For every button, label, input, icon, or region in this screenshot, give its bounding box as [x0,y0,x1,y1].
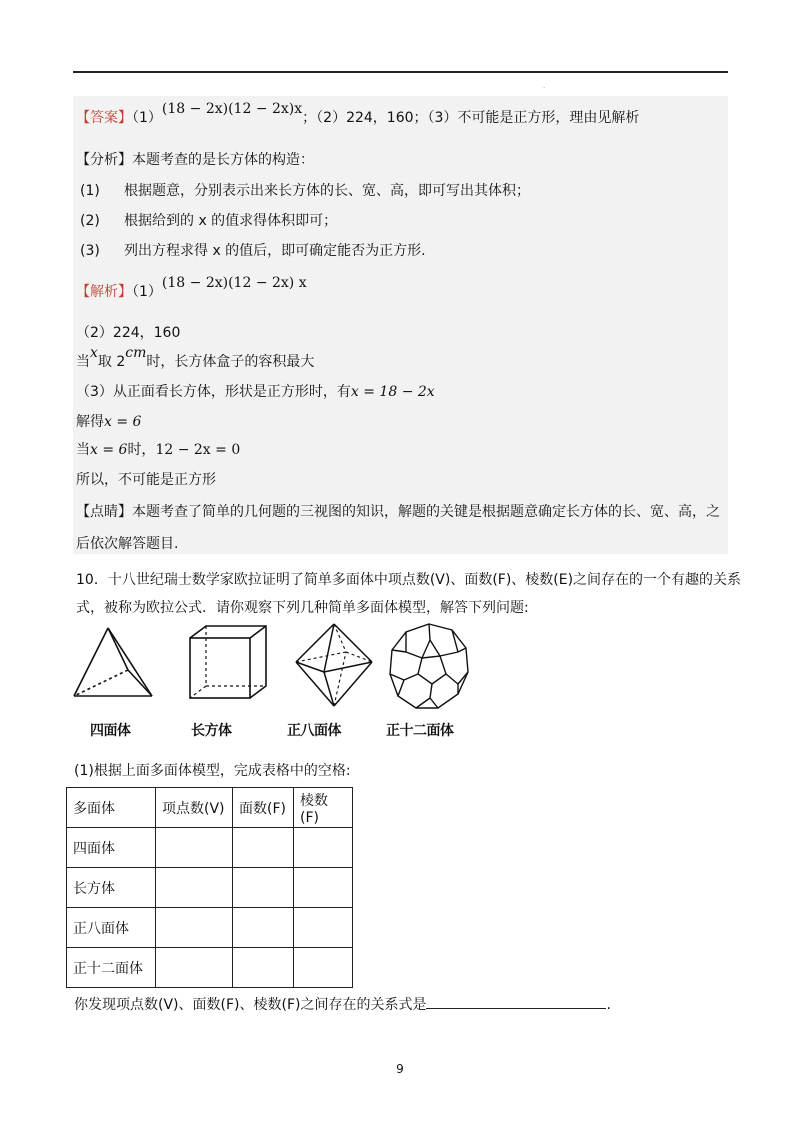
header-rule [73,71,728,73]
table-header-polyhedron: 多面体 [67,788,156,828]
octahedron-figure [292,622,376,708]
solution-line-3-c: 时，长方体盒子的容积最大 [146,354,315,370]
table-cell-blank[interactable] [294,828,353,868]
cuboid-figure [186,624,272,702]
solution-part1-num: （1） [132,284,162,300]
figure-label-octahedron: 正八面体 [287,723,341,739]
table-cell-blank[interactable] [294,908,353,948]
solution-line-6-b: 时， [127,442,156,458]
table-row [67,868,353,908]
figure-label-tetrahedron: 四面体 [90,723,131,739]
question-10-line-1: 10．十八世纪瑞士数学家欧拉证明了简单多面体中项点数(V)、面数(F)、棱数(E)之间存在的一个有趣的关系 [76,572,742,588]
solution-line-7: 所以，不可能是正方形 [76,472,216,488]
solution-formula: (18 − 2x)(12 − 2x) x [161,275,307,291]
comment-line-1: 【点睛】本题考查了简单的几何题的三视图的知识，解题的关键是根据题意确定长方体的长、宽、高，之 [76,504,720,520]
table-cell-blank[interactable] [156,948,233,988]
solution-line-6-eq2: 12 − 2x = 0 [155,442,241,458]
table-cell-blank[interactable] [156,868,233,908]
relation-line [74,994,611,1015]
solution-line-4 [76,382,435,402]
table-header-row [67,788,353,828]
solution-line-3-unit: cm [125,345,147,361]
relation-end: . [606,997,611,1013]
analysis-item-3-text: 列出方程求得 x 的值后，即可确定能否为正方形. [124,243,426,259]
figure-label-dodecahedron: 正十二面体 [386,723,454,739]
comment-line-2: 后依次解答题目. [76,536,179,552]
table-header-vertices: 项点数(V) [156,788,233,828]
solution-line-2: （2）224，160 [76,325,181,341]
answer-rest: ；（2）224，160；（3）不可能是正方形，理由见解析 [302,110,640,126]
table-header-faces: 面数(F) [233,788,294,828]
dodecahedron-figure [386,622,472,712]
answer-part1-num: （1） [132,110,162,126]
relation-text: 你发现项点数(V)、面数(F)、棱数(F)之间存在的关系式是 [74,997,427,1013]
analysis-item-1-num: (1) [80,183,100,199]
table-header-edges: 棱数(F) [294,788,353,828]
table-cell-blank[interactable] [233,828,294,868]
relation-answer-blank[interactable] [426,994,606,1009]
tetrahedron-figure [70,626,160,702]
table-cell-blank[interactable] [156,908,233,948]
solution-line-4-eq: x = 18 − 2x [350,384,435,400]
answer-formula: (18 − 2x)(12 − 2x)x [161,101,303,117]
solution-line-5-eq: x = 6 [104,414,142,430]
page-number: 9 [396,1062,404,1076]
solution-line-1 [76,275,307,302]
table-cell-blank[interactable] [233,948,294,988]
table-cell-blank[interactable] [233,868,294,908]
polyhedron-table [66,787,353,988]
analysis-item-2-num: (2) [80,213,100,229]
analysis-item-2-text: 根据给到的 x 的值求得体积即可； [124,213,338,229]
solution-line-6-a: 当 [76,442,90,458]
solution-line-6 [76,440,240,460]
table-row [67,908,353,948]
figure-label-cuboid: 长方体 [191,723,232,739]
analysis-item-1-text: 根据题意，分别表示出来长方体的长、宽、高，即可写出其体积； [124,183,530,199]
solution-line-3-b: 取 2 [97,354,126,370]
table-row [67,828,353,868]
table-cell-blank[interactable] [294,948,353,988]
analysis-intro: 【分析】本题考查的是长方体的构造： [76,152,314,168]
solution-line-4-text: （3）从正面看长方体，形状是正方形时，有 [76,384,351,400]
table-row-label: 正十二面体 [67,948,156,988]
question-10-line-2: 式，被称为欧拉公式．请你观察下列几种简单多面体模型，解答下列问题: [76,600,529,616]
solution-line-5-text: 解得 [76,414,104,430]
solution-line-3-a: 当 [76,354,90,370]
solution-tag: 【解析】 [76,284,132,300]
table-cell-blank[interactable] [156,828,233,868]
table-row-label: 长方体 [67,868,156,908]
analysis-item-3-num: (3) [80,243,100,259]
solution-line-6-eq1: x = 6 [90,442,128,458]
table-row [67,948,353,988]
header-dot: · [543,84,546,92]
table-row-label: 四面体 [67,828,156,868]
solution-line-3 [76,345,315,372]
solution-line-3-x: x [90,345,98,361]
part-1-prompt: (1)根据上面多面体模型，完成表格中的空格: [74,763,351,779]
table-cell-blank[interactable] [233,908,294,948]
answer-tag: 【答案】 [76,110,132,126]
table-cell-blank[interactable] [294,868,353,908]
solution-line-5 [76,412,141,432]
answer-line [76,101,640,128]
table-row-label: 正八面体 [67,908,156,948]
